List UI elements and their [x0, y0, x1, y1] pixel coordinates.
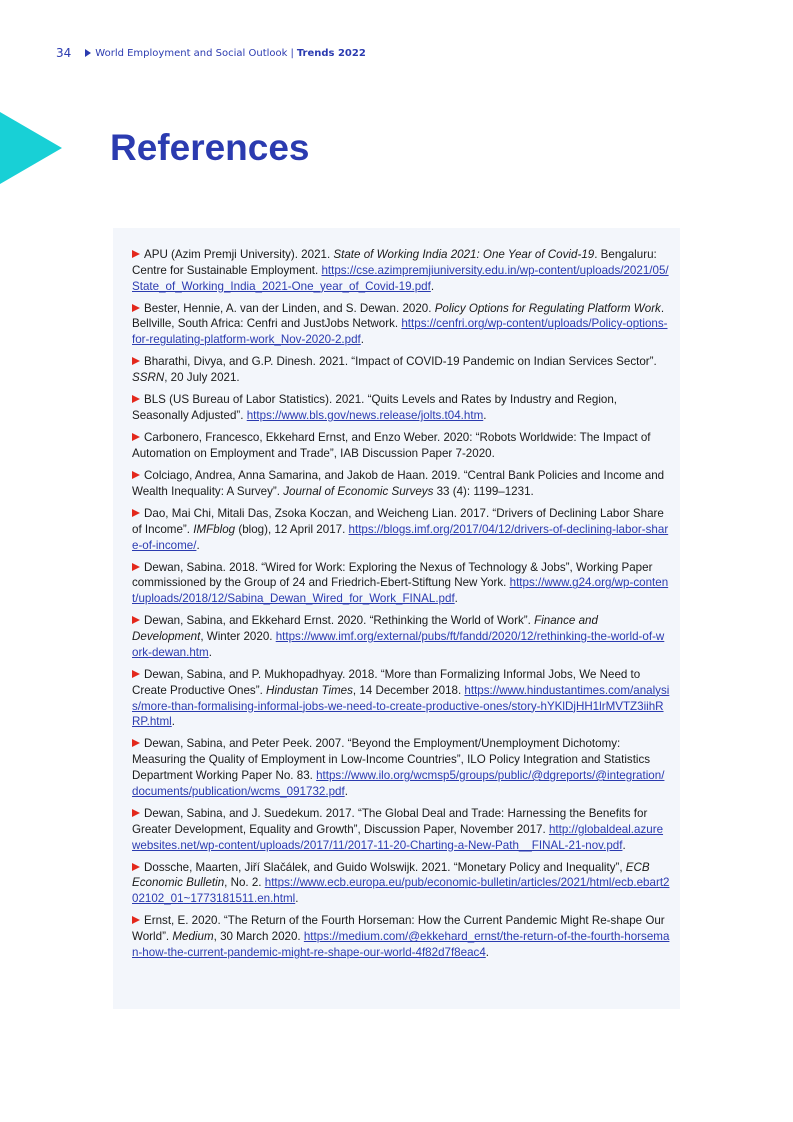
bullet-triangle-icon	[132, 395, 140, 403]
reference-text: . Bengaluru: Centre for Sustainable Employment.	[132, 248, 657, 277]
reference-text: Dossche, Maarten, Jiří Slačálek, and Guido Wolswijk. 2021. “Monetary Policy and Inequality”,	[144, 860, 626, 874]
reference-text: Dao, Mai Chi, Mitali Das, Zsoka Koczan, and Weicheng Lian. 2017. “Drivers of Declining Labor Share of Income”.	[132, 506, 664, 536]
reference-item	[132, 667, 670, 730]
bullet-triangle-icon	[132, 809, 140, 817]
reference-item	[132, 613, 670, 660]
reference-item	[132, 913, 670, 960]
reference-text: .	[344, 784, 348, 798]
reference-title: Medium	[172, 930, 214, 944]
bullet-triangle-icon	[132, 616, 140, 624]
bullet-triangle-icon	[132, 670, 140, 678]
reference-text: Bharathi, Divya, and G.P. Dinesh. 2021. “Impact of COVID-19 Pandemic on Indian Services Sector”.	[144, 355, 657, 369]
references-box	[113, 228, 680, 1009]
reference-title: SSRN	[132, 371, 165, 385]
reference-item	[132, 430, 670, 462]
reference-text: .	[485, 945, 490, 959]
reference-item	[132, 736, 670, 799]
reference-text: APU (Azim Premji University). 2021.	[144, 248, 334, 261]
bullet-triangle-icon	[132, 250, 140, 258]
reference-item	[132, 392, 670, 424]
header-separator: |	[290, 47, 294, 59]
reference-text: .	[454, 592, 458, 606]
bullet-triangle-icon	[132, 563, 140, 571]
reference-text: , 20 July 2021.	[164, 371, 240, 385]
reference-text: Dewan, Sabina, and J. Suedekum. 2017. “The Global Deal and Trade: Harnessing the Benefits for Greater Development, Equality and Growth”, Discussion Paper, November 2017.	[132, 806, 648, 836]
reference-item	[132, 301, 670, 348]
bullet-triangle-icon	[132, 357, 140, 365]
references-list	[113, 228, 680, 961]
reference-link[interactable]: https://www.ilo.org/wcmsp5/groups/public/@dgreports/@integration/documents/publication/wcms_091732.pdf	[132, 769, 665, 798]
reference-text: Carbonero, Francesco, Ekkehard Ernst, and Enzo Weber. 2020: “Robots Worldwide: The Impact of Automation on Employment and Trade”, IAB Discussion Paper 7-2020.	[132, 431, 651, 460]
reference-text: Dewan, Sabina, and Ekkehard Ernst. 2020. “Rethinking the World of Work”.	[144, 614, 535, 628]
reference-text: .	[196, 538, 200, 552]
bullet-triangle-icon	[132, 433, 140, 441]
reference-item	[132, 806, 670, 853]
reference-item	[132, 860, 670, 907]
reference-text: .	[483, 409, 487, 423]
reference-text: .	[295, 892, 299, 906]
reference-item	[132, 247, 670, 294]
bullet-triangle-icon	[132, 509, 140, 517]
reference-text: .	[360, 333, 364, 347]
reference-text: BLS (US Bureau of Labor Statistics). 2021. “Quits Levels and Rates by Industry and Region, Seasonally Adjusted”.	[132, 393, 618, 423]
reference-title: Policy Options for Regulating Platform Work	[434, 301, 661, 315]
reference-text: .	[171, 715, 175, 729]
decorative-triangle-icon	[0, 112, 62, 184]
reference-title: Journal of Economic Surveys	[283, 484, 434, 498]
report-title: World Employment and Social Outlook	[95, 47, 288, 59]
reference-title: Finance and Development	[132, 614, 598, 644]
reference-link[interactable]: https://www.imf.org/external/pubs/ft/fandd/2020/12/rethinking-the-world-of-work-dewan.htm	[132, 630, 665, 659]
reference-text: .	[430, 279, 435, 293]
bullet-triangle-icon	[132, 739, 140, 747]
reference-title: State of Working India 2021: One Year of Covid-19	[333, 248, 595, 261]
reference-item	[132, 560, 670, 607]
reference-text: Dewan, Sabina, and P. Mukhopadhyay. 2018. “More than Formalizing Informal Jobs, We Need to Create Productive Ones”.	[132, 668, 641, 697]
reference-title: IMFblog	[193, 522, 236, 536]
bullet-triangle-icon	[132, 304, 140, 312]
reference-text: Dewan, Sabina. 2018. “Wired for Work: Exploring the Nexus of Technology & Jobs”, Working Paper commissioned by the Group of 24 and Friedrich-Ebert-Stiftung New York.	[132, 560, 653, 590]
reference-link[interactable]: https://medium.com/@ekkehard_ernst/the-return-of-the-fourth-horseman-how-the-current-pandemic-might-re-shape-our-world-4f82d7f8eac4	[132, 930, 670, 959]
reference-link[interactable]: https://www.bls.gov/news.release/jolts.t04.htm	[246, 409, 484, 423]
header-triangle-icon	[85, 49, 91, 57]
reference-text: Bester, Hennie, A. van der Linden, and S. Dewan. 2020.	[144, 301, 435, 315]
bullet-triangle-icon	[132, 471, 140, 479]
reference-text: , Winter 2020.	[200, 630, 276, 644]
reference-link[interactable]: https://cenfri.org/wp-content/uploads/Policy-options-for-regulating-platform-work_Nov-2020-2.pdf	[132, 317, 668, 347]
page-title: References	[110, 127, 310, 168]
reference-text: Ernst, E. 2020. “The Return of the Fourth Horseman: How the Current Pandemic Might Re-shape Our World”.	[132, 914, 665, 944]
running-header	[56, 46, 366, 60]
reference-link[interactable]: http://globaldeal.azurewebsites.net/wp-content/uploads/2017/11/2017-11-20-Charting-a-New-Path__FINAL-21-nov.pdf	[132, 822, 664, 852]
bullet-triangle-icon	[132, 916, 140, 924]
reference-text: Colciago, Andrea, Anna Samarina, and Jakob de Haan. 2019. “Central Bank Policies and Income and Wealth Inequality: A Survey”.	[132, 469, 665, 498]
reference-link[interactable]: https://www.g24.org/wp-content/uploads/2018/12/Sabina_Dewan_Wired_for_Work_FINAL.pdf	[132, 576, 669, 606]
reference-text: . Bellville, South Africa: Cenfri and JustJobs Network.	[132, 301, 665, 331]
reference-title: Hindustan Times	[266, 683, 353, 697]
reference-item	[132, 468, 670, 500]
report-year: Trends 2022	[296, 47, 366, 59]
reference-text: (blog), 12 April 2017.	[235, 522, 349, 536]
reference-item	[132, 354, 670, 386]
reference-text: , No. 2.	[224, 876, 265, 890]
reference-text: , 14 December 2018.	[352, 683, 465, 697]
reference-link[interactable]: https://cse.azimpremjiuniversity.edu.in/wp-content/uploads/2021/05/State_of_Working_India_2021-One_year_of_Covid-19.pdf	[132, 263, 669, 293]
reference-link[interactable]: https://www.hindustantimes.com/analysis/more-than-formalising-informal-jobs-we-need-to-create-productive-ones/story-hYKlDjHH1lrMVTZ3iihRRP.html	[132, 683, 670, 729]
reference-link[interactable]: https://blogs.imf.org/2017/04/12/drivers-of-declining-labor-share-of-income/	[132, 522, 669, 552]
reference-title: ECB Economic Bulletin	[132, 860, 650, 890]
reference-text: 33 (4): 1199–1231.	[433, 484, 534, 498]
bullet-triangle-icon	[132, 863, 140, 871]
reference-link[interactable]: https://www.ecb.europa.eu/pub/economic-bulletin/articles/2021/html/ecb.ebart202102_01~1773181511.en.html	[132, 876, 670, 906]
reference-text: .	[622, 838, 626, 852]
reference-text: Dewan, Sabina, and Peter Peek. 2007. “Beyond the Employment/Unemployment Dichotomy: Measuring the Quality of Employment in Low-Income Countries”, ILO Policy Integration and Statistics Department Working Paper No. 83.	[132, 737, 651, 783]
reference-item	[132, 506, 670, 553]
reference-text: , 30 March 2020.	[213, 930, 304, 944]
reference-text: .	[208, 645, 212, 659]
page-number: 34	[56, 46, 72, 60]
